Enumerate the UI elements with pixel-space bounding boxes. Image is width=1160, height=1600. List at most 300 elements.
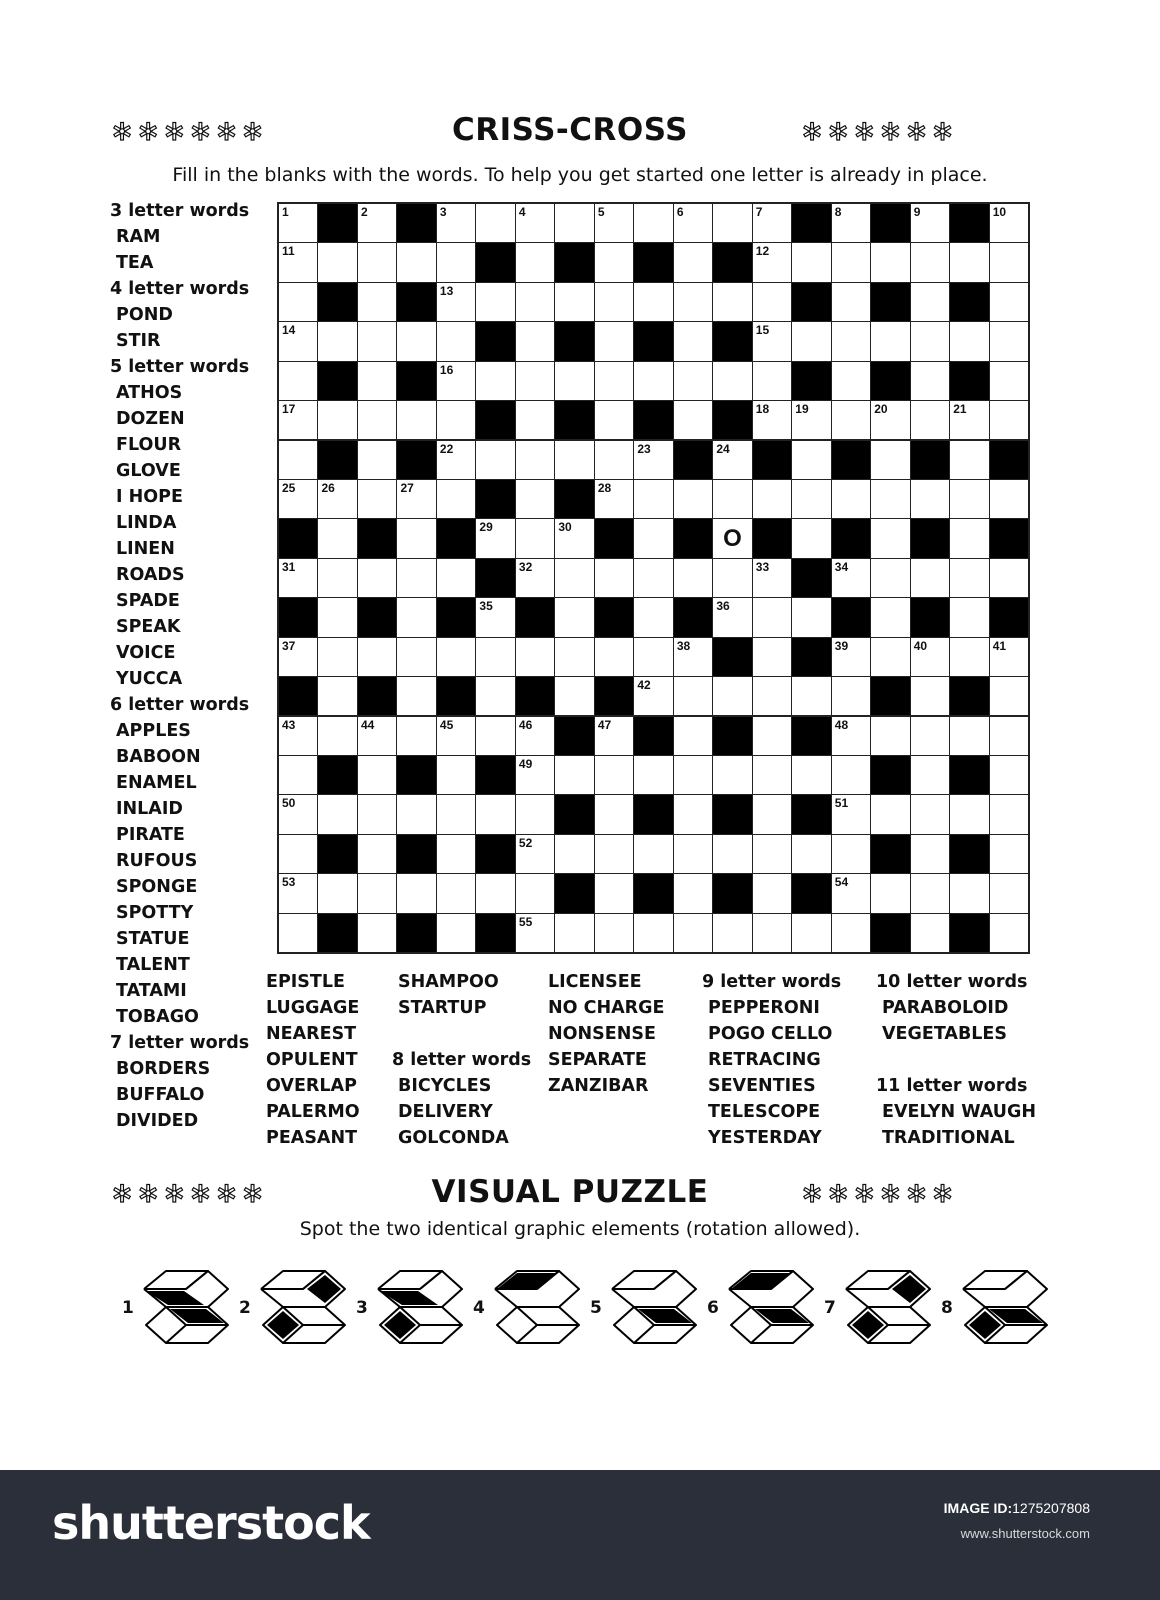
grid-cell[interactable] (516, 441, 554, 479)
puzzle-piece-5[interactable] (586, 1258, 696, 1362)
grid-cell[interactable] (595, 322, 633, 360)
grid-cell[interactable] (950, 243, 988, 281)
grid-cell[interactable] (950, 598, 988, 636)
grid-cell[interactable] (358, 874, 396, 912)
grid-cell[interactable] (753, 914, 791, 952)
grid-cell[interactable] (832, 717, 870, 755)
grid-cell[interactable] (950, 638, 988, 676)
grid-cell[interactable] (911, 559, 949, 597)
grid-cell[interactable] (279, 480, 317, 518)
grid-cell[interactable] (516, 874, 554, 912)
grid-cell[interactable] (437, 283, 475, 321)
grid-cell[interactable] (832, 835, 870, 873)
grid-cell[interactable] (318, 401, 356, 439)
grid-cell[interactable] (911, 283, 949, 321)
grid-cell[interactable] (832, 795, 870, 833)
grid-cell[interactable] (634, 677, 672, 715)
grid-cell[interactable] (476, 717, 514, 755)
grid-cell[interactable] (595, 638, 633, 676)
grid-cell[interactable] (792, 835, 830, 873)
grid-cell[interactable] (437, 559, 475, 597)
grid-cell[interactable] (871, 401, 909, 439)
grid-cell[interactable] (397, 677, 435, 715)
grid-cell[interactable] (674, 480, 712, 518)
grid-cell[interactable] (595, 874, 633, 912)
grid-cell[interactable] (397, 322, 435, 360)
grid-cell[interactable] (634, 204, 672, 242)
grid-cell[interactable] (871, 441, 909, 479)
grid-cell[interactable] (950, 441, 988, 479)
grid-cell[interactable] (674, 283, 712, 321)
grid-cell[interactable] (318, 717, 356, 755)
grid-cell[interactable] (437, 204, 475, 242)
clue-number: 11 (282, 244, 295, 259)
grid-cell[interactable] (595, 756, 633, 794)
grid-cell[interactable] (397, 717, 435, 755)
grid-cell[interactable] (990, 677, 1028, 715)
puzzle-piece-7[interactable] (820, 1258, 930, 1362)
grid-cell[interactable] (990, 559, 1028, 597)
grid-cell[interactable] (753, 204, 791, 242)
grid-cell[interactable] (911, 480, 949, 518)
grid-cell[interactable] (753, 835, 791, 873)
grid-cell[interactable] (516, 717, 554, 755)
grid-cell[interactable] (871, 322, 909, 360)
grid-cell[interactable] (595, 362, 633, 400)
grid-cell[interactable] (595, 441, 633, 479)
grid-cell[interactable] (437, 874, 475, 912)
grid-cell[interactable] (318, 519, 356, 557)
clue-number: 6 (676, 205, 684, 219)
grid-cell[interactable] (358, 914, 396, 952)
grid-cell[interactable] (634, 362, 672, 400)
grid-cell[interactable] (753, 756, 791, 794)
black-cell (634, 795, 672, 833)
grid-cell[interactable] (911, 717, 949, 755)
grid-cell[interactable] (279, 638, 317, 676)
grid-cell[interactable] (555, 835, 593, 873)
grid-cell[interactable] (437, 441, 475, 479)
grid-cell[interactable] (674, 559, 712, 597)
grid-cell[interactable] (279, 362, 317, 400)
grid-cell[interactable] (911, 756, 949, 794)
grid-cell[interactable] (753, 874, 791, 912)
isometric-blocks-icon (600, 1258, 700, 1358)
grid-cell[interactable] (279, 795, 317, 833)
grid-cell[interactable] (713, 677, 751, 715)
grid-cell[interactable] (279, 559, 317, 597)
grid-cell[interactable] (911, 401, 949, 439)
grid-cell[interactable] (674, 204, 712, 242)
grid-cell[interactable] (990, 362, 1028, 400)
grid-cell[interactable] (792, 401, 830, 439)
grid-cell[interactable] (358, 717, 396, 755)
grid-cell[interactable] (911, 362, 949, 400)
grid-cell[interactable] (871, 243, 909, 281)
grid-cell[interactable] (318, 322, 356, 360)
black-cell (476, 243, 514, 281)
grid-cell[interactable] (871, 795, 909, 833)
grid-cell[interactable] (634, 638, 672, 676)
grid-cell[interactable] (713, 283, 751, 321)
grid-cell[interactable] (476, 204, 514, 242)
grid-cell[interactable] (476, 874, 514, 912)
grid-cell[interactable] (358, 204, 396, 242)
grid-cell[interactable] (555, 756, 593, 794)
grid-cell[interactable] (555, 283, 593, 321)
puzzle-piece-3[interactable] (352, 1258, 462, 1362)
grid-cell[interactable] (516, 559, 554, 597)
grid-cell[interactable] (634, 835, 672, 873)
grid-cell[interactable] (950, 717, 988, 755)
grid-cell[interactable] (634, 441, 672, 479)
grid-cell[interactable] (516, 638, 554, 676)
grid-cell[interactable] (318, 480, 356, 518)
grid-cell[interactable] (832, 480, 870, 518)
grid-cell[interactable] (358, 795, 396, 833)
grid-cell[interactable] (358, 243, 396, 281)
grid-cell[interactable] (437, 835, 475, 873)
grid-cell[interactable] (279, 243, 317, 281)
grid-cell[interactable] (318, 677, 356, 715)
grid-cell[interactable] (792, 756, 830, 794)
grid-cell[interactable] (476, 362, 514, 400)
puzzle-piece-2[interactable] (235, 1258, 345, 1362)
grid-cell[interactable] (911, 835, 949, 873)
grid-cell[interactable] (397, 559, 435, 597)
grid-cell[interactable] (516, 243, 554, 281)
grid-cell[interactable] (595, 283, 633, 321)
grid-cell[interactable] (832, 243, 870, 281)
grid-cell[interactable] (358, 441, 396, 479)
grid-cell[interactable] (871, 559, 909, 597)
grid-cell[interactable] (753, 401, 791, 439)
grid-cell[interactable] (832, 874, 870, 912)
grid-cell[interactable] (792, 598, 830, 636)
grid-cell[interactable] (358, 756, 396, 794)
grid-cell[interactable] (911, 322, 949, 360)
grid-cell[interactable] (279, 283, 317, 321)
grid-cell[interactable] (713, 559, 751, 597)
grid-cell[interactable] (713, 480, 751, 518)
grid-cell[interactable] (674, 795, 712, 833)
word-item: OPULENT (266, 1050, 358, 1070)
grid-cell[interactable] (674, 835, 712, 873)
grid-cell[interactable] (555, 519, 593, 557)
grid-cell[interactable] (595, 204, 633, 242)
crossword-grid[interactable] (277, 202, 1030, 954)
grid-cell[interactable] (713, 204, 751, 242)
grid-cell[interactable] (279, 401, 317, 439)
grid-cell[interactable] (397, 519, 435, 557)
grid-cell[interactable] (516, 401, 554, 439)
clue-number: 55 (518, 914, 533, 929)
grid-cell[interactable] (555, 638, 593, 676)
grid-cell[interactable] (555, 559, 593, 597)
grid-cell[interactable] (516, 322, 554, 360)
piece-number: 8 (941, 1298, 953, 1318)
grid-cell[interactable] (555, 598, 593, 636)
grid-cell[interactable] (990, 204, 1028, 242)
grid-cell[interactable] (911, 795, 949, 833)
grid-cell[interactable] (397, 401, 435, 439)
grid-cell[interactable] (516, 519, 554, 557)
grid-cell[interactable] (279, 835, 317, 873)
grid-cell[interactable] (358, 559, 396, 597)
grid-cell[interactable] (950, 874, 988, 912)
grid-cell[interactable] (990, 835, 1028, 873)
grid-cell[interactable] (634, 559, 672, 597)
word-item: DOZEN (116, 409, 185, 429)
grid-cell[interactable] (595, 243, 633, 281)
grid-cell[interactable] (476, 795, 514, 833)
grid-cell[interactable] (990, 638, 1028, 676)
grid-cell[interactable] (871, 874, 909, 912)
grid-cell[interactable] (871, 638, 909, 676)
grid-cell[interactable] (753, 362, 791, 400)
black-cell (634, 401, 672, 439)
grid-cell[interactable] (437, 914, 475, 952)
word-item: TEA (116, 253, 154, 273)
grid-cell[interactable] (792, 243, 830, 281)
grid-cell[interactable] (792, 519, 830, 557)
black-cell (792, 795, 830, 833)
puzzle-piece-4[interactable] (469, 1258, 579, 1362)
grid-cell[interactable] (437, 401, 475, 439)
grid-cell[interactable] (832, 756, 870, 794)
grid-cell[interactable] (516, 914, 554, 952)
puzzle-piece-1[interactable] (118, 1258, 228, 1362)
grid-cell[interactable] (713, 519, 751, 557)
grid-cell[interactable] (634, 914, 672, 952)
word-list-column-3 (392, 969, 531, 1151)
grid-cell[interactable] (832, 362, 870, 400)
word-item: BICYCLES (398, 1076, 492, 1096)
grid-cell[interactable] (318, 638, 356, 676)
grid-cell[interactable] (792, 322, 830, 360)
grid-cell[interactable] (397, 480, 435, 518)
grid-cell[interactable] (753, 677, 791, 715)
grid-cell[interactable] (990, 243, 1028, 281)
word-item: TALENT (116, 955, 190, 975)
grid-cell[interactable] (832, 638, 870, 676)
grid-cell[interactable] (437, 756, 475, 794)
grid-cell[interactable] (279, 874, 317, 912)
grid-cell[interactable] (318, 559, 356, 597)
word-item: NO CHARGE (548, 998, 665, 1018)
grid-cell[interactable] (595, 795, 633, 833)
grid-cell[interactable] (358, 401, 396, 439)
grid-cell[interactable] (476, 638, 514, 676)
grid-cell[interactable] (595, 401, 633, 439)
grid-cell[interactable] (437, 362, 475, 400)
grid-cell[interactable] (476, 598, 514, 636)
grid-cell[interactable] (555, 362, 593, 400)
grid-cell[interactable] (555, 441, 593, 479)
grid-cell[interactable] (516, 362, 554, 400)
grid-cell[interactable] (279, 717, 317, 755)
grid-cell[interactable] (397, 874, 435, 912)
grid-cell[interactable] (516, 283, 554, 321)
grid-cell[interactable] (634, 756, 672, 794)
grid-cell[interactable] (595, 717, 633, 755)
grid-cell[interactable] (595, 480, 633, 518)
grid-cell[interactable] (990, 283, 1028, 321)
grid-cell[interactable] (713, 756, 751, 794)
grid-cell[interactable] (437, 717, 475, 755)
grid-cell[interactable] (871, 519, 909, 557)
grid-cell[interactable] (674, 677, 712, 715)
grid-cell[interactable] (516, 835, 554, 873)
black-cell (674, 598, 712, 636)
grid-cell[interactable] (555, 204, 593, 242)
grid-cell[interactable] (674, 717, 712, 755)
grid-cell[interactable] (990, 401, 1028, 439)
grid-cell[interactable] (832, 322, 870, 360)
grid-cell[interactable] (279, 756, 317, 794)
grid-cell[interactable] (753, 243, 791, 281)
puzzle-piece-8[interactable] (937, 1258, 1047, 1362)
grid-cell[interactable] (358, 362, 396, 400)
grid-cell[interactable] (634, 519, 672, 557)
grid-cell[interactable] (832, 401, 870, 439)
grid-cell[interactable] (950, 480, 988, 518)
grid-cell[interactable] (871, 480, 909, 518)
clue-number: 46 (518, 717, 533, 732)
grid-cell[interactable] (595, 914, 633, 952)
grid-cell[interactable] (595, 835, 633, 873)
grid-cell[interactable] (713, 598, 751, 636)
grid-cell[interactable] (950, 519, 988, 557)
grid-cell[interactable] (832, 559, 870, 597)
grid-cell[interactable] (911, 677, 949, 715)
grid-cell[interactable] (358, 283, 396, 321)
grid-cell[interactable] (555, 914, 593, 952)
grid-cell[interactable] (674, 362, 712, 400)
grid-cell[interactable] (713, 835, 751, 873)
grid-cell[interactable] (832, 914, 870, 952)
grid-cell[interactable] (792, 480, 830, 518)
grid-cell[interactable] (674, 401, 712, 439)
grid-cell[interactable] (950, 559, 988, 597)
grid-cell[interactable] (713, 362, 751, 400)
black-cell (555, 243, 593, 281)
grid-cell[interactable] (476, 441, 514, 479)
grid-cell[interactable] (832, 204, 870, 242)
grid-cell[interactable] (397, 795, 435, 833)
grid-cell[interactable] (634, 480, 672, 518)
grid-cell[interactable] (397, 598, 435, 636)
grid-cell[interactable] (950, 795, 988, 833)
grid-cell[interactable] (516, 756, 554, 794)
grid-cell[interactable] (753, 480, 791, 518)
grid-cell[interactable] (990, 914, 1028, 952)
grid-cell[interactable] (713, 914, 751, 952)
grid-cell[interactable] (713, 441, 751, 479)
grid-cell[interactable] (792, 441, 830, 479)
grid-cell[interactable] (753, 283, 791, 321)
grid-cell[interactable] (753, 638, 791, 676)
grid-cell[interactable] (674, 756, 712, 794)
grid-cell[interactable] (674, 874, 712, 912)
grid-cell[interactable] (990, 480, 1028, 518)
grid-cell[interactable] (753, 795, 791, 833)
grid-cell[interactable] (674, 322, 712, 360)
grid-cell[interactable] (871, 717, 909, 755)
grid-cell[interactable] (358, 638, 396, 676)
grid-cell[interactable] (358, 480, 396, 518)
grid-cell[interactable] (516, 480, 554, 518)
grid-cell[interactable] (674, 638, 712, 676)
grid-cell[interactable] (832, 283, 870, 321)
grid-cell[interactable] (476, 519, 514, 557)
grid-cell[interactable] (516, 795, 554, 833)
grid-cell[interactable] (990, 717, 1028, 755)
grid-cell[interactable] (634, 283, 672, 321)
grid-cell[interactable] (753, 559, 791, 597)
grid-cell[interactable] (911, 638, 949, 676)
word-item: LINEN (116, 539, 175, 559)
grid-cell[interactable] (279, 441, 317, 479)
grid-cell[interactable] (674, 914, 712, 952)
grid-cell[interactable] (397, 243, 435, 281)
grid-cell[interactable] (911, 204, 949, 242)
grid-cell[interactable] (871, 598, 909, 636)
grid-cell[interactable] (318, 243, 356, 281)
grid-cell[interactable] (990, 874, 1028, 912)
grid-cell[interactable] (318, 795, 356, 833)
grid-cell[interactable] (279, 204, 317, 242)
grid-cell[interactable] (595, 559, 633, 597)
grid-cell[interactable] (753, 322, 791, 360)
grid-cell[interactable] (358, 322, 396, 360)
grid-cell[interactable] (634, 598, 672, 636)
grid-cell[interactable] (516, 204, 554, 242)
grid-cell[interactable] (950, 322, 988, 360)
grid-cell[interactable] (792, 677, 830, 715)
grid-cell[interactable] (318, 874, 356, 912)
grid-cell[interactable] (990, 795, 1028, 833)
word-item: EPISTLE (266, 972, 345, 992)
puzzle-piece-6[interactable] (703, 1258, 813, 1362)
grid-cell[interactable] (832, 677, 870, 715)
grid-cell[interactable] (397, 638, 435, 676)
grid-cell[interactable] (437, 795, 475, 833)
grid-cell[interactable] (911, 914, 949, 952)
grid-cell[interactable] (911, 243, 949, 281)
grid-cell[interactable] (437, 480, 475, 518)
grid-cell[interactable] (792, 914, 830, 952)
grid-cell[interactable] (555, 677, 593, 715)
grid-cell[interactable] (990, 756, 1028, 794)
grid-cell[interactable] (358, 835, 396, 873)
piece-number: 7 (824, 1298, 836, 1318)
grid-cell[interactable] (279, 322, 317, 360)
grid-cell[interactable] (990, 322, 1028, 360)
grid-cell[interactable] (437, 243, 475, 281)
grid-cell[interactable] (476, 677, 514, 715)
grid-cell[interactable] (437, 638, 475, 676)
grid-cell[interactable] (476, 283, 514, 321)
grid-cell[interactable] (279, 914, 317, 952)
grid-cell[interactable] (911, 874, 949, 912)
grid-cell[interactable] (318, 598, 356, 636)
grid-cell[interactable] (753, 717, 791, 755)
grid-cell[interactable] (437, 322, 475, 360)
grid-cell[interactable] (950, 401, 988, 439)
grid-cell[interactable] (674, 243, 712, 281)
grid-cell[interactable] (753, 598, 791, 636)
